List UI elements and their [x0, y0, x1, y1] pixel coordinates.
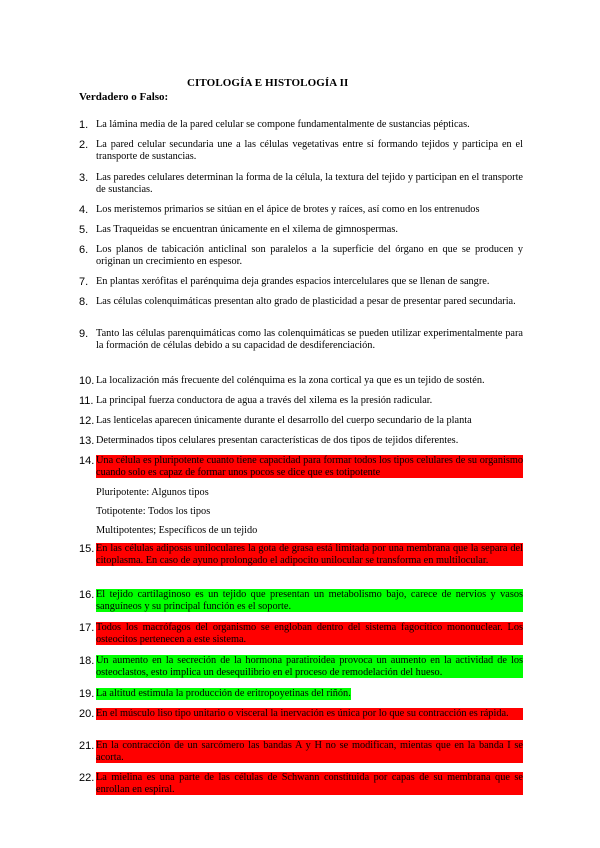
question-text-highlight-red: En las células adiposas uniloculares la gota de grasa está limitada por una membrana que la separa del citoplasma. En caso de ayuno prolongado el adipocito unilocular se transforma en multilocular. [96, 543, 523, 566]
question-number: 14. [79, 455, 95, 467]
question-text: La pared celular secundaria une a las células vegetativas entre sí formando tejidos y participa en el transporte de sustancias. [96, 139, 523, 162]
question-number: 18. [79, 655, 95, 667]
question-number: 16. [79, 589, 95, 601]
question-number: 19. [79, 688, 95, 700]
question-text: Las Traqueidas se encuentran únicamente en el xilema de gimnospermas. [96, 224, 398, 235]
question-text-highlight-red: En el músculo liso tipo unitario o visceral la inervación es única por lo que su contracción es rápida. [96, 708, 523, 720]
question-number: 22. [79, 772, 95, 784]
question-number: 17. [79, 622, 95, 634]
question-text: Las paredes celulares determinan la forma de la célula, la textura del tejido y participan en el transporte de sustancias. [96, 172, 523, 195]
question-text-highlight-red: En la contracción de un sarcómero las bandas A y H no se modifican, mientas que en la banda I se acorta. [96, 740, 523, 763]
note-line: Multipotentes; Específicos de un tejido [96, 525, 258, 536]
question-text: Determinados tipos celulares presentan características de dos tipos de tejidos diferentes. [96, 435, 459, 446]
question-text: Las células colenquimáticas presentan alto grado de plasticidad a pesar de presentar pared secundaria. [96, 296, 516, 307]
question-text-highlight-red: La mielina es una parte de las células de Schwann constituida por capas de su membrana que se enrollan en espiral. [96, 772, 523, 795]
question-text-highlight-red: Todos los macrófagos del organismo se engloban dentro del sistema fagocítico mononuclear. Los osteocitos pertenecen a este sistema. [96, 622, 523, 645]
question-number: 6. [79, 244, 89, 256]
question-number: 7. [79, 276, 89, 288]
question-text: La localización más frecuente del colénquima es la zona cortical ya que es un tejido de sostén. [96, 375, 485, 386]
note-line: Pluripotente: Algunos tipos [96, 487, 209, 498]
question-text-highlight-green: La altitud estimula la producción de eritropoyetinas del riñón. [96, 688, 351, 699]
section-heading: Verdadero o Falso: [79, 91, 169, 103]
question-number: 21. [79, 740, 95, 752]
question-number: 5. [79, 224, 89, 236]
question-text-highlight-green: Un aumento en la secreción de la hormona paratiroidea provoca un aumento en la actividad de los osteoclastos, esto implica un desequilibrio en el proceso de remodelación del hueso. [96, 655, 523, 678]
question-text-highlight-green: El tejido cartilaginoso es un tejido que presentan un metabolismo bajo, carece de nervios y vasos sanguíneos y su principal función es el soporte. [96, 589, 523, 612]
question-text-highlight-red: Una célula es pluripotente cuanto tiene capacidad para formar todos los tipos celulares de su organismo cuando solo es capaz de formar unos pocos se dice que es totipotente [96, 455, 523, 478]
question-number: 9. [79, 328, 89, 340]
question-text: Tanto las células parenquimáticas como las colenquimáticas se pueden utilizar experimentalmente para la formación de células debido a su capacidad de desdiferenciación. [96, 328, 523, 351]
question-text: En plantas xerófitas el parénquima deja grandes espacios intercelulares que se llenan de sangre. [96, 276, 490, 287]
question-number: 1. [79, 119, 89, 131]
question-number: 11. [79, 395, 94, 407]
question-text: La lámina media de la pared celular se compone fundamentalmente de sustancias pépticas. [96, 119, 470, 130]
question-number: 15. [79, 543, 95, 555]
question-text: La principal fuerza conductora de agua a través del xilema es la presión radicular. [96, 395, 433, 406]
note-line: Totipotente: Todos los tipos [96, 506, 211, 517]
question-number: 3. [79, 172, 89, 184]
question-number: 20. [79, 708, 95, 720]
question-number: 13. [79, 435, 95, 447]
question-number: 4. [79, 204, 89, 216]
question-number: 8. [79, 296, 89, 308]
question-text: Los meristemos primarios se sitúan en el ápice de brotes y raíces, así como en los entrenudos [96, 204, 480, 215]
question-number: 10. [79, 375, 95, 387]
question-text: Las lenticelas aparecen únicamente durante el desarrollo del cuerpo secundario de la planta [96, 415, 472, 426]
question-number: 2. [79, 139, 89, 151]
document-title: CITOLOGÍA E HISTOLOGÍA II [187, 77, 349, 89]
question-text: Los planos de tabicación anticlinal son paralelos a la superficie del órgano en que se producen y originan un crecimiento en espesor. [96, 244, 523, 267]
question-number: 12. [79, 415, 95, 427]
